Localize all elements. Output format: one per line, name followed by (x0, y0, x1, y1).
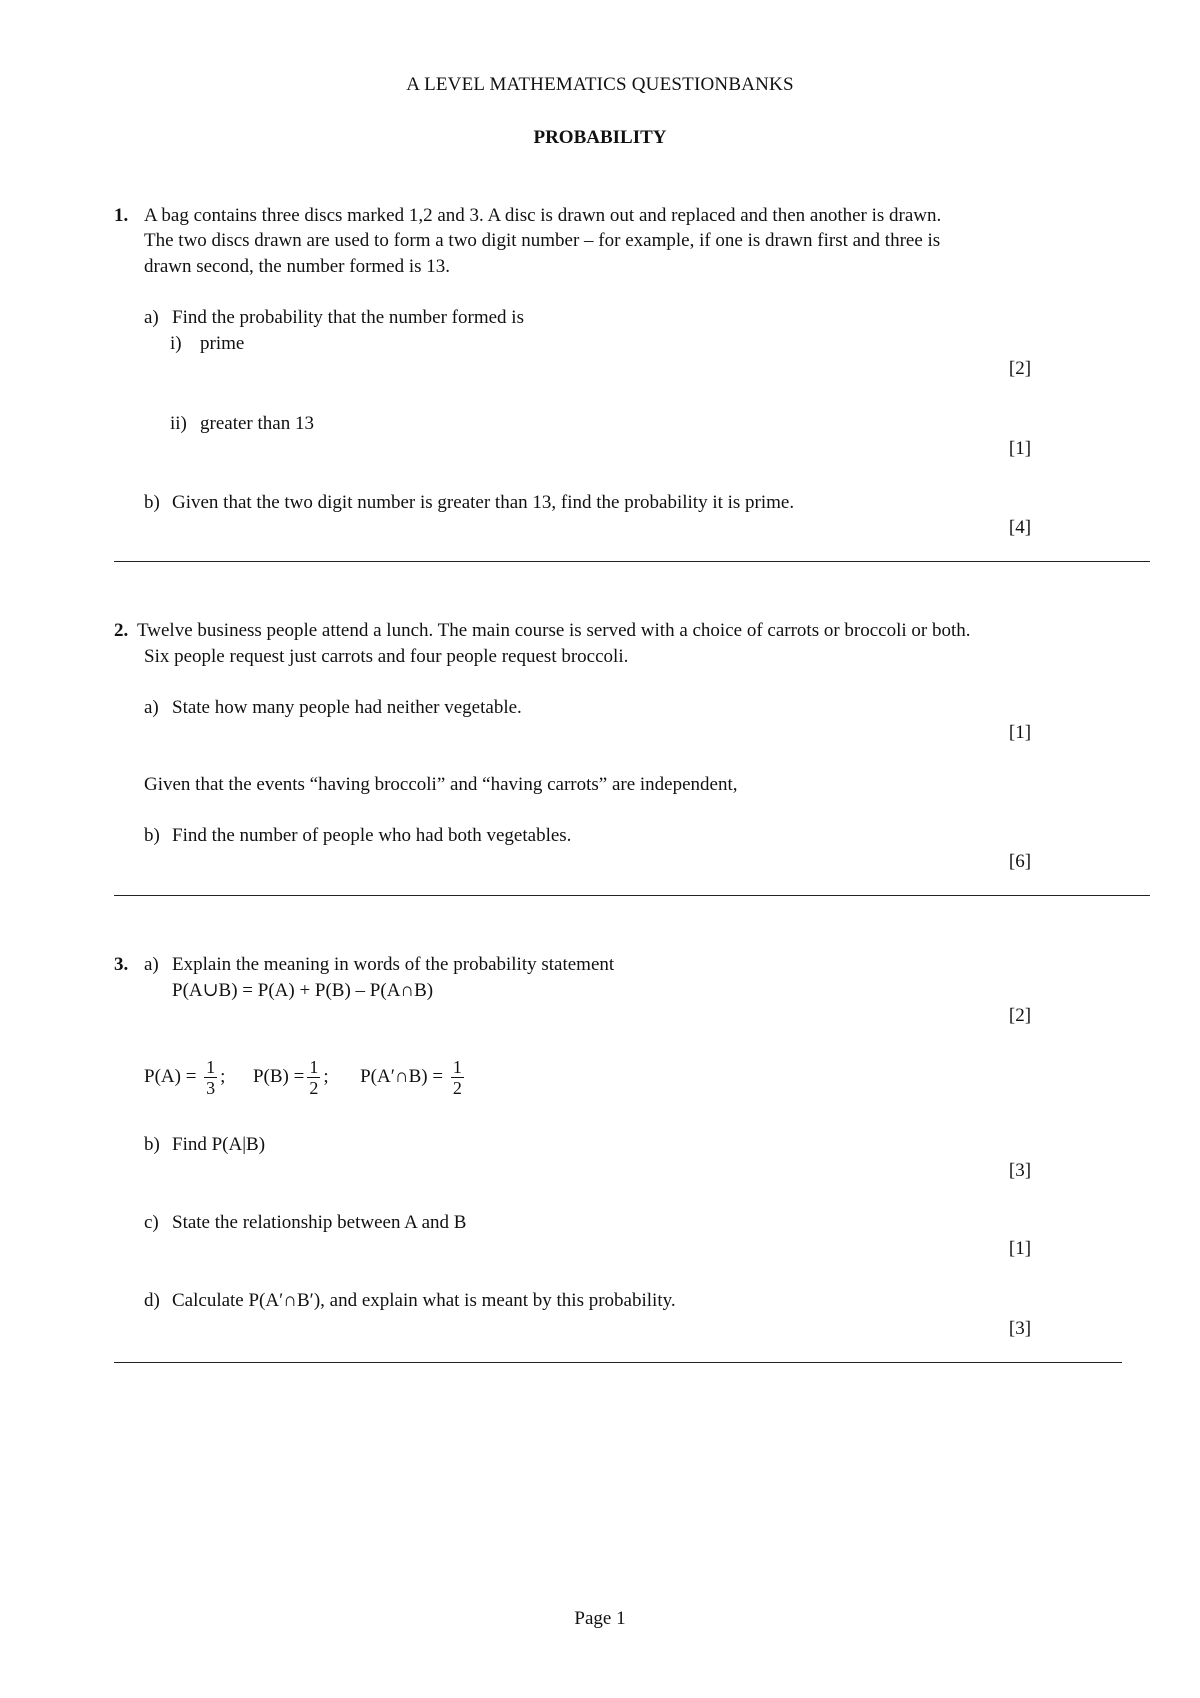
part-text: Given that the two digit number is greater than 13, find the probability it is prime. (172, 492, 795, 513)
fraction (451, 1058, 464, 1097)
question-intro-line: Six people request just carrots and four people request broccoli. (144, 646, 629, 667)
fraction-denominator: 3 (206, 1078, 216, 1098)
separator: ; (323, 1065, 329, 1087)
marks-badge: [1] (1008, 438, 1032, 459)
fraction-numerator: 1 (452, 1057, 462, 1077)
part-text: Calculate P(A′∩B′), and explain what is meant by this probability. (172, 1290, 676, 1311)
marks-badge: [2] (1008, 358, 1032, 379)
part-label: b) (144, 825, 160, 846)
question-intro-line: A bag contains three discs marked 1,2 and 3. A disc is drawn out and replaced and then another is drawn. (144, 205, 942, 226)
part-label: d) (144, 1290, 160, 1311)
part-text: Explain the meaning in words of the probability statement (172, 954, 615, 975)
part-text: Find the number of people who had both vegetables. (172, 825, 572, 846)
fraction (307, 1058, 320, 1097)
subpart-text: greater than 13 (200, 413, 314, 434)
marks-badge: [4] (1008, 517, 1032, 538)
question-intro-line: The two discs drawn are used to form a two digit number – for example, if one is drawn first and three is (144, 230, 941, 251)
part-label: b) (144, 492, 160, 513)
part-text: State how many people had neither vegetable. (172, 697, 522, 718)
question-number: 3. (114, 954, 129, 975)
marks-badge: [2] (1008, 1005, 1032, 1026)
marks-badge: [6] (1008, 851, 1032, 872)
given-lhs: P(B) = (252, 1065, 305, 1087)
part-label: a) (144, 697, 159, 718)
section-divider (114, 895, 1150, 896)
document-header: A LEVEL MATHEMATICS QUESTIONBANKS (406, 74, 794, 95)
subpart-label: ii) (170, 413, 187, 434)
given-statement: Given that the events “having broccoli” and “having carrots” are independent, (144, 774, 738, 795)
part-text: State the relationship between A and B (172, 1212, 467, 1233)
page-number: Page 1 (574, 1608, 626, 1629)
fraction-numerator: 1 (309, 1057, 319, 1077)
question-number: 1. (114, 205, 129, 226)
given-lhs: P(A′∩B) = (360, 1065, 444, 1087)
question-number: 2. (114, 620, 129, 641)
page-title: PROBABILITY (533, 127, 667, 148)
part-label: c) (144, 1212, 159, 1233)
given-lhs: P(A) = (144, 1065, 197, 1087)
fraction-denominator: 2 (309, 1078, 319, 1098)
probability-formula: P(A∪B) = P(A) + P(B) – P(A∩B) (172, 980, 434, 1001)
marks-badge: [1] (1008, 1238, 1032, 1259)
part-label: a) (144, 954, 159, 975)
given-probabilities (144, 1058, 467, 1097)
part-label: a) (144, 307, 159, 328)
fraction-denominator: 2 (452, 1078, 462, 1098)
part-text: Find P(A|B) (172, 1134, 266, 1155)
fraction (204, 1058, 217, 1097)
section-divider (114, 561, 1150, 562)
section-divider (114, 1362, 1122, 1363)
question-intro-line: drawn second, the number formed is 13. (144, 256, 451, 277)
subpart-label: i) (170, 333, 182, 354)
part-text: Find the probability that the number formed is (172, 307, 524, 328)
subpart-text: prime (200, 333, 245, 354)
question-intro-line: Twelve business people attend a lunch. The main course is served with a choice of carrots or broccoli or both. (137, 620, 971, 641)
fraction-numerator: 1 (206, 1057, 216, 1077)
marks-badge: [3] (1008, 1160, 1032, 1181)
marks-badge: [3] (1008, 1318, 1032, 1339)
part-label: b) (144, 1134, 160, 1155)
separator: ; (220, 1065, 226, 1087)
marks-badge: [1] (1008, 722, 1032, 743)
